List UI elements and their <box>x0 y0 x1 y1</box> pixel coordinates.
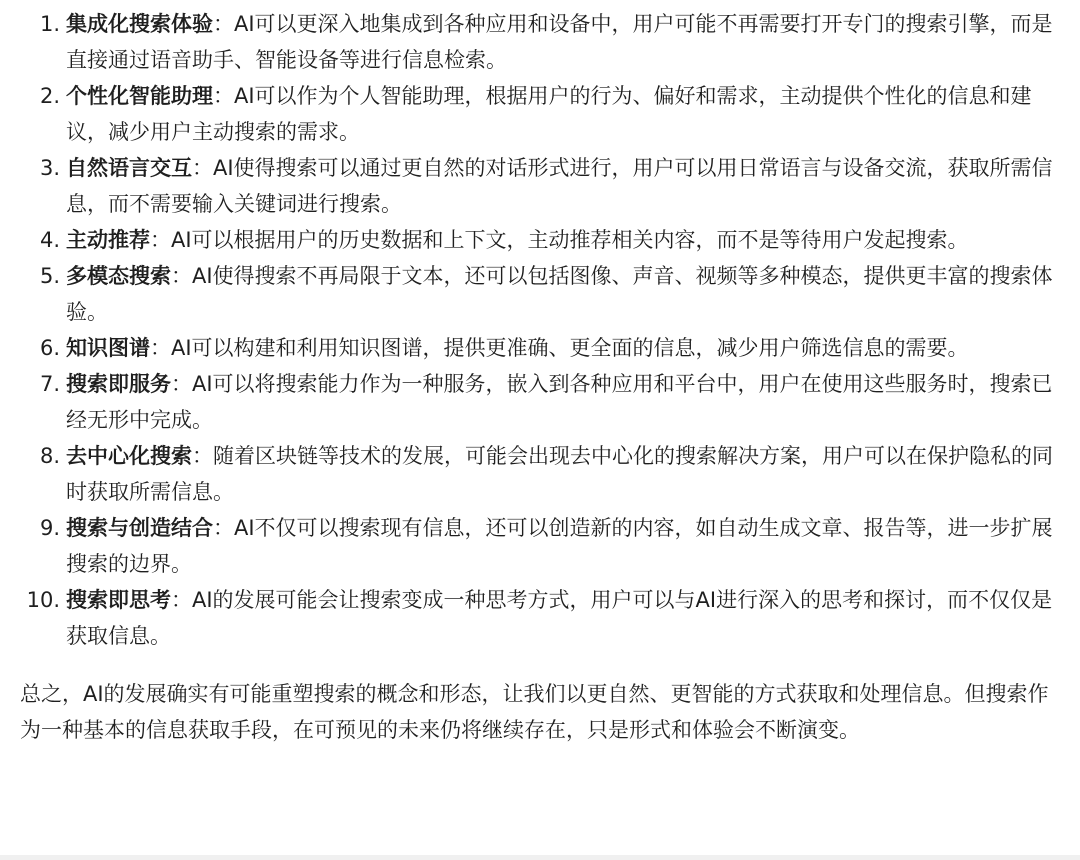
list-item-separator: ： <box>150 228 171 252</box>
list-item-text: AI使得搜索可以通过更自然的对话形式进行，用户可以用日常语言与设备交流，获取所需信息，而不需要输入关键词进行搜索。 <box>66 156 1053 216</box>
list-item <box>20 6 1060 78</box>
list-item-term: 多模态搜索 <box>66 264 171 288</box>
list-item-term: 主动推荐 <box>66 228 150 252</box>
list-item-number: 3. <box>39 156 60 180</box>
list-item-separator: ： <box>171 264 192 288</box>
list-item-number: 7. <box>39 372 60 396</box>
list-item-number: 4. <box>39 228 60 252</box>
list-item-term: 集成化搜索体验 <box>66 12 213 36</box>
list-item-number: 8. <box>39 444 60 468</box>
list-item-separator: ： <box>150 336 171 360</box>
numbered-list <box>20 0 1060 654</box>
list-item-text: AI可以构建和利用知识图谱，提供更准确、更全面的信息，减少用户筛选信息的需要。 <box>171 336 969 360</box>
list-item <box>20 510 1060 582</box>
list-item <box>20 330 1060 366</box>
list-item-separator: ： <box>213 12 234 36</box>
list-item-number: 6. <box>39 336 60 360</box>
list-item-separator: ： <box>192 156 213 180</box>
list-item-text: 随着区块链等技术的发展，可能会出现去中心化的搜索解决方案，用户可以在保护隐私的同时获取所需信息。 <box>66 444 1053 504</box>
list-item-separator: ： <box>171 588 192 612</box>
list-item-separator: ： <box>213 84 234 108</box>
list-item-number: 9. <box>39 516 60 540</box>
list-item <box>20 366 1060 438</box>
list-item-text: AI的发展可能会让搜索变成一种思考方式，用户可以与AI进行深入的思考和探讨，而不仅仅是获取信息。 <box>66 588 1053 648</box>
list-item-term: 搜索即服务 <box>66 372 171 396</box>
list-item <box>20 222 1060 258</box>
list-item-term: 搜索与创造结合 <box>66 516 213 540</box>
list-item <box>20 78 1060 150</box>
list-item-term: 去中心化搜索 <box>66 444 192 468</box>
list-item-term: 个性化智能助理 <box>66 84 213 108</box>
list-item-text: AI可以将搜索能力作为一种服务，嵌入到各种应用和平台中，用户在使用这些服务时，搜索已经无形中完成。 <box>66 372 1053 432</box>
list-item <box>20 258 1060 330</box>
list-item-text: AI不仅可以搜索现有信息，还可以创造新的内容，如自动生成文章、报告等，进一步扩展搜索的边界。 <box>66 516 1053 576</box>
list-item-number: 10. <box>26 588 60 612</box>
list-item-number: 1. <box>39 12 60 36</box>
list-item-term: 知识图谱 <box>66 336 150 360</box>
list-item-separator: ： <box>192 444 213 468</box>
list-item-number: 5. <box>39 264 60 288</box>
list-item-number: 2. <box>39 84 60 108</box>
list-item <box>20 150 1060 222</box>
list-item-term: 自然语言交互 <box>66 156 192 180</box>
list-item-separator: ： <box>171 372 192 396</box>
list-item <box>20 582 1060 654</box>
list-item-separator: ： <box>213 516 234 540</box>
list-item-term: 搜索即思考 <box>66 588 171 612</box>
list-item <box>20 438 1060 510</box>
list-item-text: AI可以更深入地集成到各种应用和设备中，用户可能不再需要打开专门的搜索引擎，而是直接通过语音助手、智能设备等进行信息检索。 <box>66 12 1053 72</box>
list-item-text: AI可以根据用户的历史数据和上下文，主动推荐相关内容，而不是等待用户发起搜索。 <box>171 228 969 252</box>
summary-paragraph: 总之，AI的发展确实有可能重塑搜索的概念和形态，让我们以更自然、更智能的方式获取和处理信息。但搜索作为一种基本的信息获取手段，在可预见的未来仍将继续存在，只是形式和体验会不断演变。 <box>20 682 1049 742</box>
list-item-text: AI使得搜索不再局限于文本，还可以包括图像、声音、视频等多种模态，提供更丰富的搜索体验。 <box>66 264 1053 324</box>
bottom-divider <box>0 855 1080 860</box>
list-item-text: AI可以作为个人智能助理，根据用户的行为、偏好和需求，主动提供个性化的信息和建议，减少用户主动搜索的需求。 <box>66 84 1032 144</box>
